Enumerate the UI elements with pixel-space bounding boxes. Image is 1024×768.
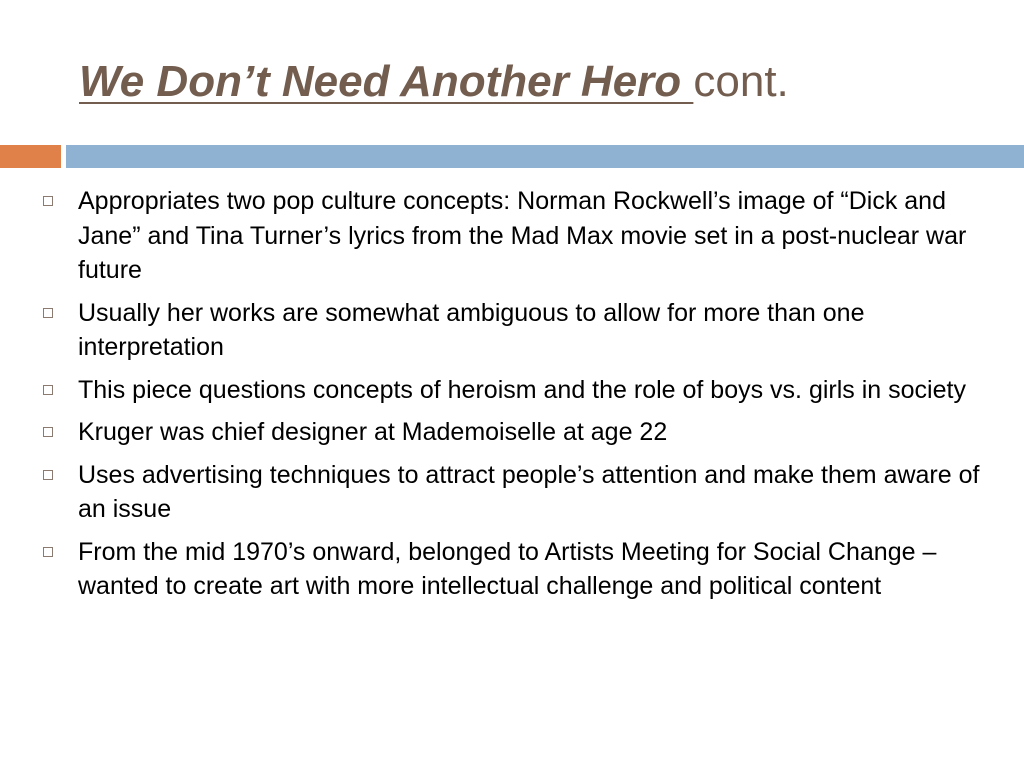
square-bullet-icon: [43, 196, 53, 206]
bullet-text: Kruger was chief designer at Mademoiselle at age 22: [78, 418, 668, 446]
square-bullet-icon: [43, 385, 53, 395]
accent-bar-blue: [66, 145, 1024, 168]
square-bullet-icon: [43, 308, 53, 318]
square-bullet-icon: [43, 470, 53, 480]
bullet-item: [40, 373, 1010, 408]
square-bullet-icon: [43, 427, 53, 437]
bullet-text: This piece questions concepts of heroism and the role of boys vs. girls in society: [78, 375, 966, 404]
bullet-text: Usually her works are somewhat ambiguous to allow for more than one interpretation: [78, 298, 865, 361]
bullet-item: [40, 415, 1010, 450]
bullet-text: Uses advertising techniques to attract people’s attention and make them aware of an issue: [78, 460, 980, 523]
slide-title: [79, 50, 789, 114]
bullet-item: [40, 184, 1010, 288]
slide-title-main: We Don’t Need Another Hero: [79, 57, 694, 106]
accent-bar-orange: [0, 145, 61, 168]
bullet-item: [40, 535, 1010, 604]
bullet-text: From the mid 1970’s onward, belonged to Artists Meeting for Social Change – wanted to create art with more intellectual challenge and political content: [78, 537, 937, 600]
slide-title-suffix: cont.: [693, 57, 789, 106]
bullet-item: [40, 296, 1010, 365]
bullet-item: [40, 458, 1010, 527]
bullet-list: [40, 184, 1010, 612]
square-bullet-icon: [43, 547, 53, 557]
bullet-text: Appropriates two pop culture concepts: Norman Rockwell’s image of “Dick and Jane” and Tina Turner’s lyrics from the Mad Max movie set in a post-nuclear war future: [78, 187, 967, 284]
